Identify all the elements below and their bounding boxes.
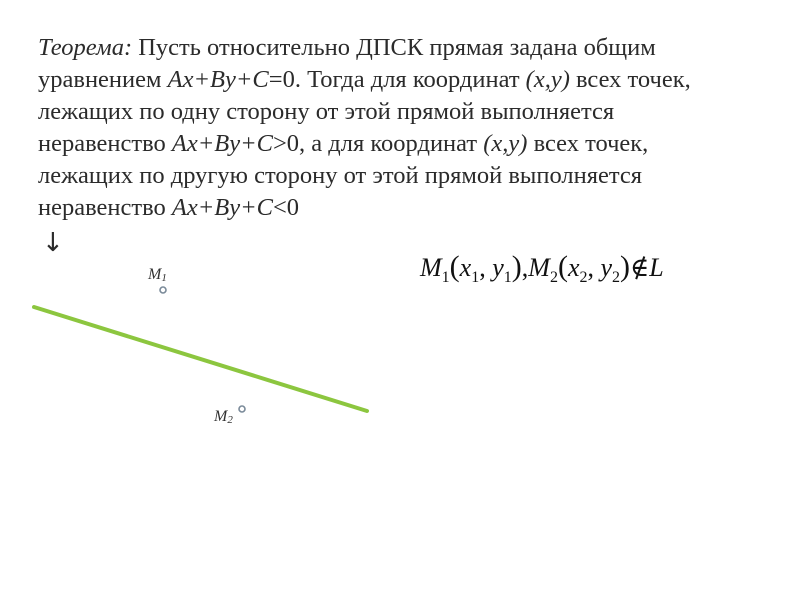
formula-m2-x-index: 2 [579,269,588,286]
point-m2-letter: M [214,408,228,425]
theorem-text-5: всех точек, лежащих по другую сторону от этой прямой выполняется неравенство [38,130,649,221]
inequality-greater: Ax+By+C [171,130,273,157]
point-m1-label [148,266,167,284]
formula-comma-2: , [587,253,601,282]
arrow-down-icon: ↓ [42,228,64,258]
formula-m1-index: 1 [441,269,450,286]
formula-m1-x: x [459,253,472,282]
formula-m2: M [528,253,550,282]
theorem-text-1: Пусть относительно ДПСК прямая задана общим уравнением [38,34,656,93]
theorem-text-4: >0, а для координат [272,130,484,157]
formula-comma-1: , [479,253,493,282]
formula-m1-y: y [492,253,504,282]
point-m2-label [214,408,233,426]
coordinates-2: (x,y) [483,130,528,157]
theorem-text-3: всех точек, лежащих по одну сторону от этой прямой выполняется неравенство [38,66,691,157]
formula-m1-y-index: 1 [503,269,512,286]
formula-m2-index: 2 [549,269,558,286]
formula-not-in: ∉ [630,253,650,282]
formula-m1-x-index: 1 [471,269,480,286]
formula-m1: M [420,253,442,282]
point-m2-index: 2 [227,414,233,426]
line-l [34,307,367,411]
formula-paren-open-1: ( [449,250,460,283]
point-m1-index: 1 [161,272,167,284]
point-m1 [160,287,166,293]
formula-separator: , [521,253,529,282]
point-m1-letter: M [148,266,162,283]
formula-line: L [649,253,664,282]
inequality-less: Ax+By+C [171,194,273,221]
equation-zero: Ax+By+C [167,66,269,93]
theorem-text-2: =0. Тогда для координат [268,66,526,93]
point-m2 [239,406,245,412]
formula-m2-y-index: 2 [612,269,621,286]
formula-m2-y: y [600,253,613,282]
formula-paren-close-2: ) [620,250,631,283]
formula-paren-close-1: ) [511,250,522,283]
coordinates-1: (x,y) [525,66,570,93]
formula-m2-x: x [567,253,580,282]
theorem-label: Теорема: [38,34,133,61]
theorem-text-6: <0 [272,194,300,221]
formula-paren-open-2: ( [557,250,568,283]
